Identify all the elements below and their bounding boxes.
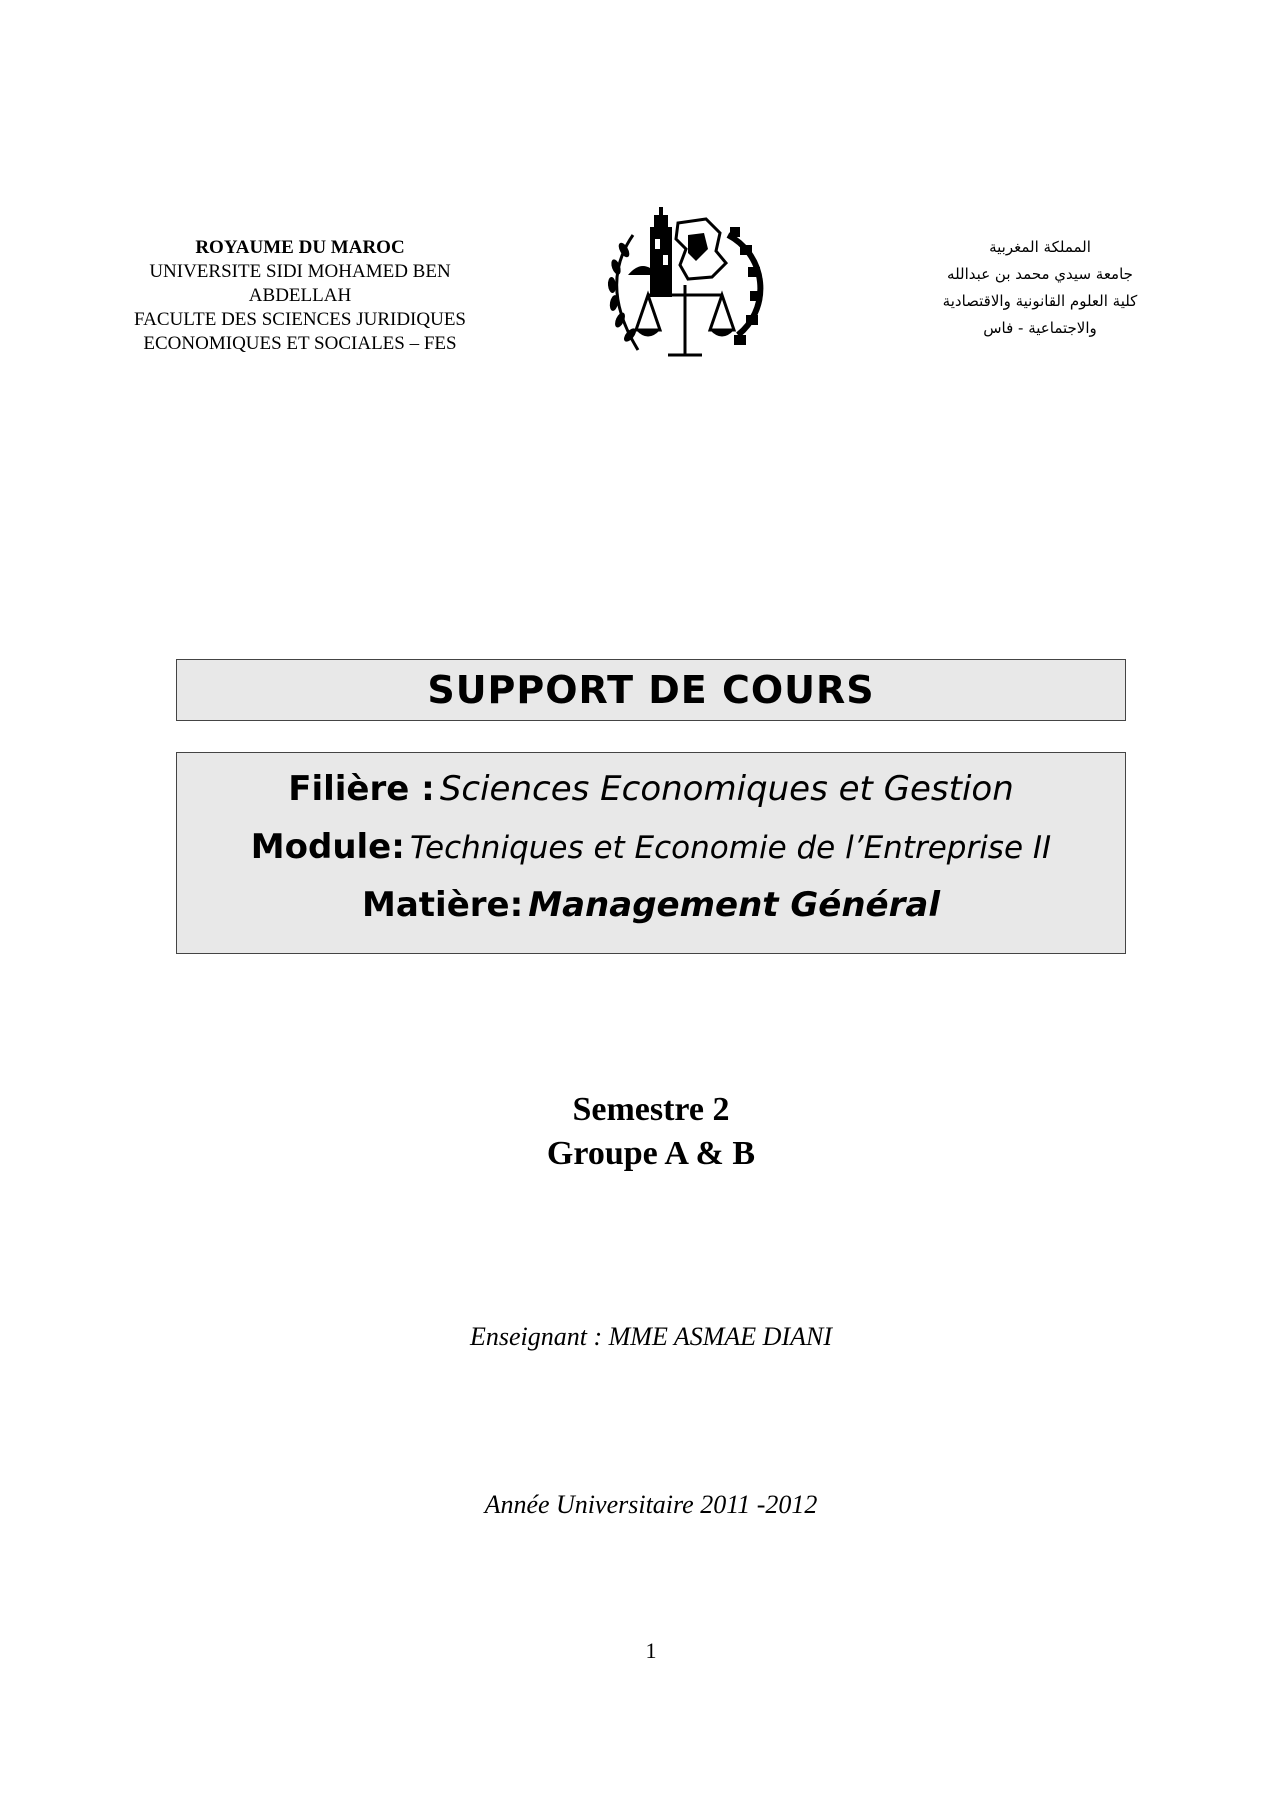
- matiere-line: [177, 879, 1125, 937]
- matiere-label: Matière:: [362, 885, 524, 925]
- header-right-institution-arabic: [880, 234, 1200, 342]
- filiere-value: Sciences Economiques et Gestion: [439, 769, 1014, 809]
- header-faculty: FACULTE DES SCIENCES JURIDIQUES: [133, 309, 466, 330]
- course-title: SUPPORT DE COURS: [427, 668, 875, 712]
- course-info-box: [176, 752, 1126, 954]
- header-faculty-cont-arabic: والاجتماعية - فاس: [983, 319, 1097, 337]
- header-kingdom-arabic: المملكة المغربية: [989, 238, 1091, 256]
- module-label: Module:: [250, 827, 405, 867]
- module-value: Techniques et Economie de l’Entreprise II: [409, 830, 1052, 866]
- academic-year: Année Universitaire 2011 -2012: [484, 1490, 818, 1519]
- semestre-block: [0, 1088, 1280, 1176]
- university-emblem-icon: [588, 205, 778, 365]
- header-university-arabic: جامعة سيدي محمد بن عبدالله: [947, 265, 1133, 283]
- course-title-box: [176, 659, 1126, 721]
- module-line: [177, 821, 1125, 879]
- header-faculty-cont: ECONOMIQUES ET SOCIALES – FES: [143, 333, 457, 354]
- header-kingdom: ROYAUME DU MAROC: [195, 237, 405, 258]
- filiere-line: [177, 763, 1125, 821]
- header-left-institution: [100, 236, 500, 356]
- matiere-value: Management Général: [528, 885, 940, 925]
- semestre-label: Semestre 2: [572, 1091, 730, 1128]
- filiere-label: Filière :: [288, 769, 435, 809]
- page-number: 1: [645, 1638, 657, 1663]
- header-faculty-arabic: كلية العلوم القانونية والاقتصادية: [942, 292, 1138, 310]
- groupe-label: Groupe A & B: [546, 1135, 756, 1172]
- teacher-name: Enseignant : MME ASMAE DIANI: [470, 1322, 832, 1351]
- header-university: UNIVERSITE SIDI MOHAMED BEN ABDELLAH: [149, 261, 451, 306]
